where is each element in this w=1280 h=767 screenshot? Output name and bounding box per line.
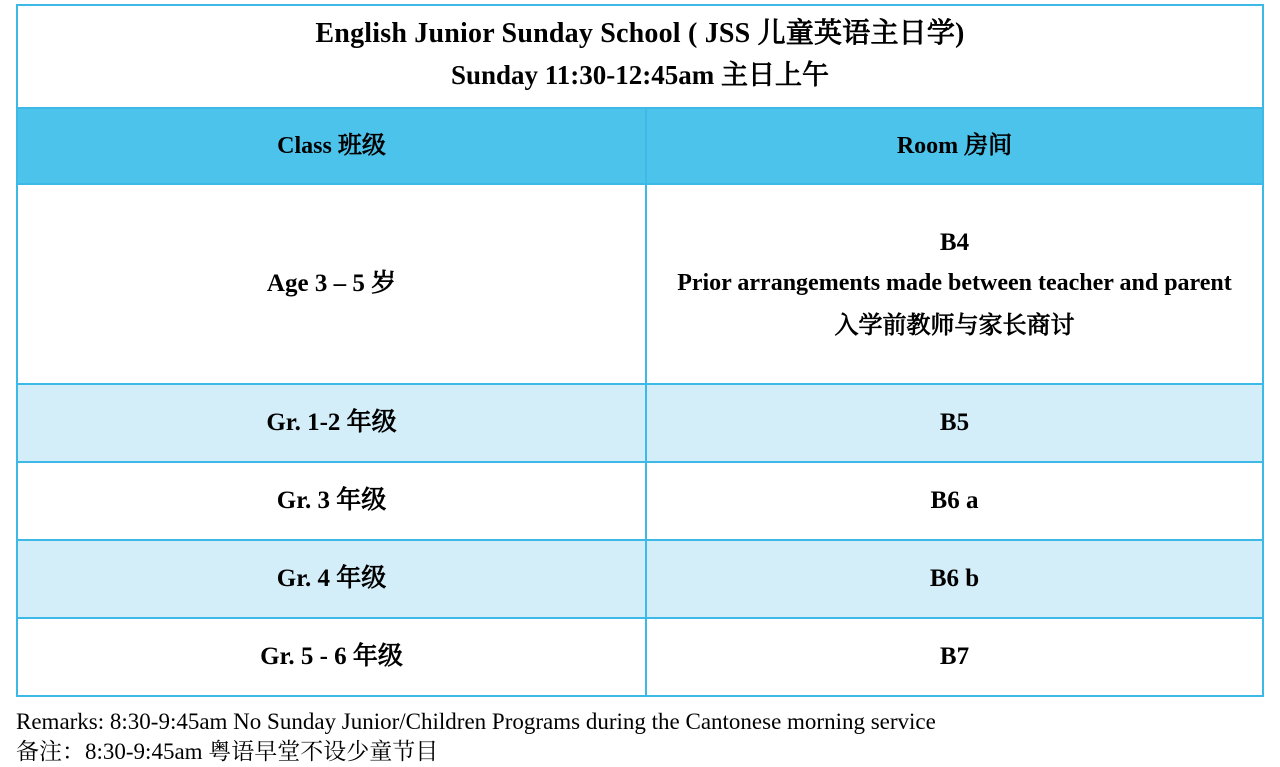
room-age-3-5 [646,184,1263,384]
class-gr-5-6: Gr. 5 - 6 年级 [17,618,646,696]
page-title: English Junior Sunday School ( JSS 儿童英语主日学) [315,18,965,49]
class-gr-1-2: Gr. 1-2 年级 [17,384,646,462]
room-note-chinese: 入学前教师与家长商讨 [834,312,1075,339]
table-row [17,384,1263,462]
sunday-school-schedule-table [16,4,1264,697]
class-gr-3: Gr. 3 年级 [17,462,646,540]
class-gr-4: Gr. 4 年级 [17,540,646,618]
table-row [17,540,1263,618]
room-code: B4 [939,228,970,256]
table-row [17,184,1263,384]
room-note-english: Prior arrangements made between teacher and parent [677,269,1232,296]
room-gr-1-2: B5 [646,384,1263,462]
room-gr-5-6: B7 [646,618,1263,696]
room-gr-3: B6 a [646,462,1263,540]
column-header-class: Class 班级 [17,108,646,184]
remarks-chinese: 备注：8:30-9:45am 粤语早堂不设少童节目 [16,739,439,765]
page-subtitle: Sunday 11:30-12:45am 主日上午 [450,60,830,90]
title-row [17,5,1263,108]
title-block [17,5,1263,108]
table-row [17,618,1263,696]
room-gr-4: B6 b [646,540,1263,618]
remarks-block [16,707,1268,767]
column-header-room: Room 房间 [646,108,1263,184]
table-header-row [17,108,1263,184]
class-age-3-5: Age 3 – 5 岁 [17,184,646,384]
remarks-english: Remarks: 8:30-9:45am No Sunday Junior/Children Programs during the Cantonese morning service [16,708,936,734]
table-row [17,462,1263,540]
